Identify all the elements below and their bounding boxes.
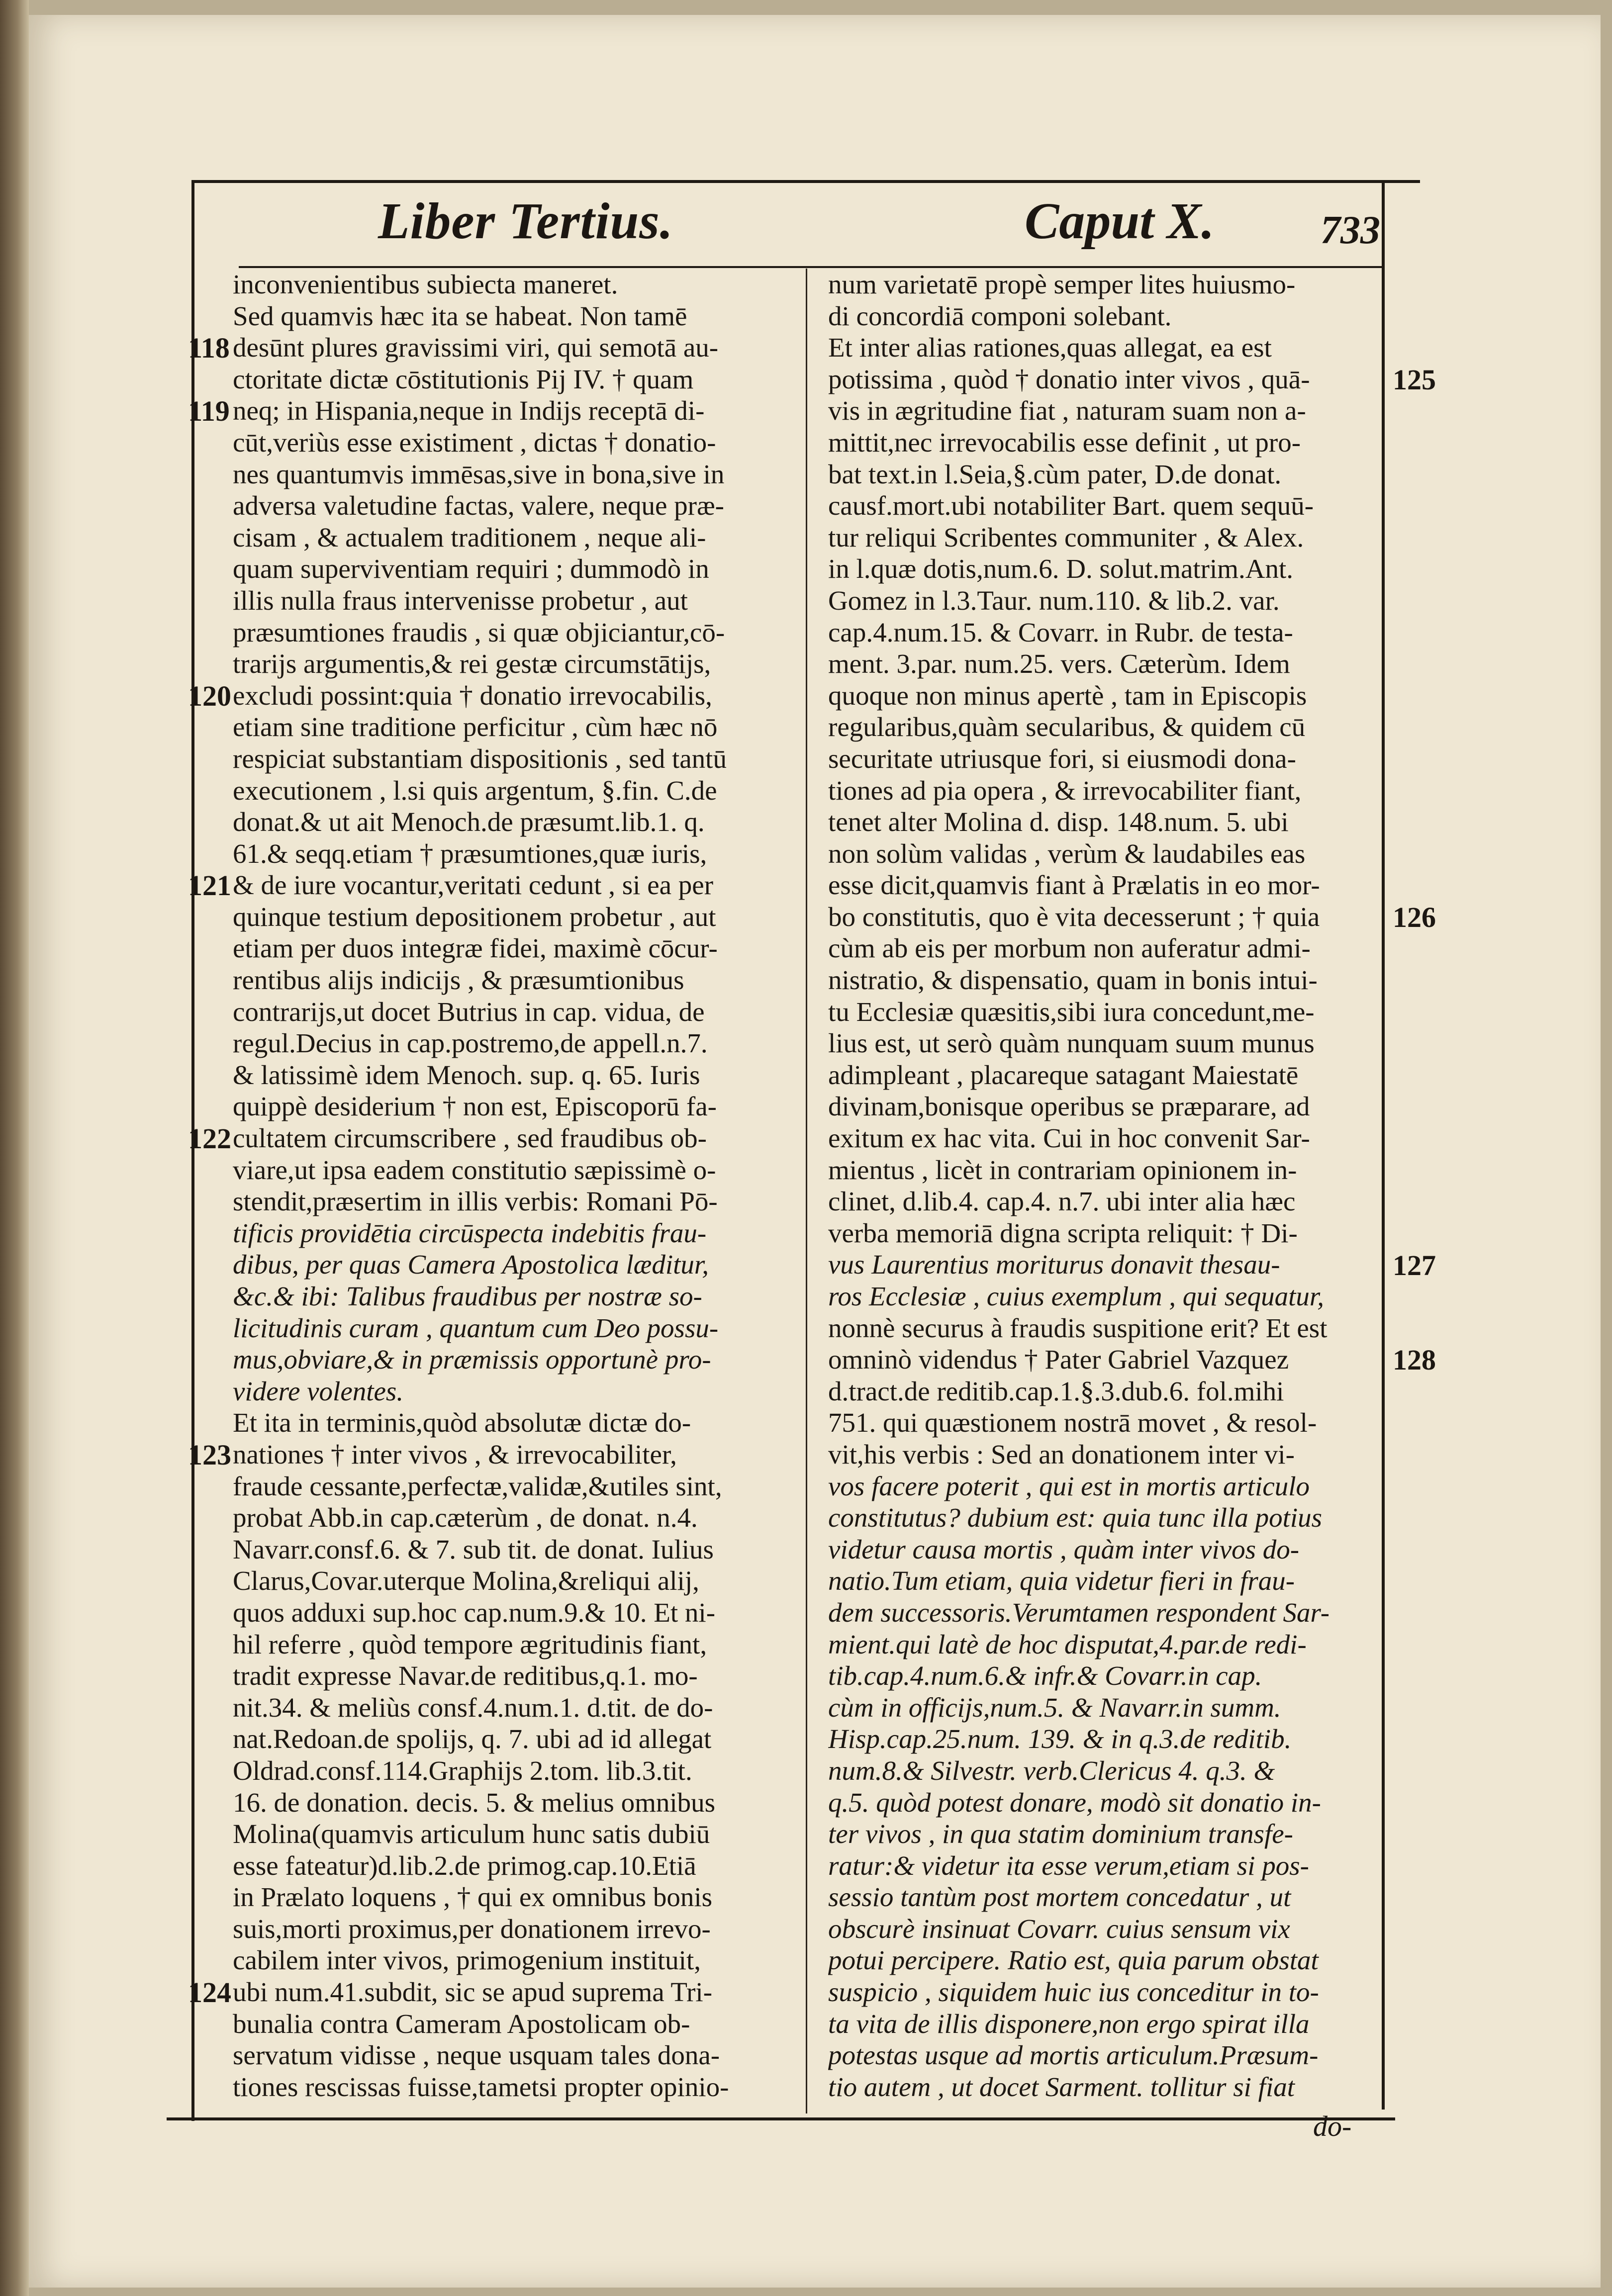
text-line: mittit,nec irrevocabilis esse definit , ut pro- <box>828 427 1301 458</box>
text-line: cùm in officijs,num.5. & Navarr.in summ. <box>828 1692 1281 1723</box>
text-line: donat.& ut ait Menoch.de præsumt.lib.1. q. <box>233 807 705 837</box>
text-line: tiones ad pia opera , & irrevocabiliter fiant, <box>828 775 1302 806</box>
text-line: Gomez in l.3.Taur. num.110. & lib.2. var. <box>828 585 1280 616</box>
text-line: vos facere poterit , qui est in mortis articulo <box>828 1470 1310 1501</box>
text-line: cultatem circumscribere , sed fraudibus ob- <box>233 1123 707 1154</box>
text-line: dem successoris.Verumtamen respondent Sar- <box>828 1597 1330 1628</box>
text-line: Oldrad.consf.114.Graphijs 2.tom. lib.3.tit. <box>233 1755 692 1786</box>
text-line: cūt,veriùs esse existiment , dictas † donatio- <box>233 427 716 458</box>
text-line: neq; in Hispania,neque in Indijs receptā di- <box>233 395 705 426</box>
text-line: etiam sine traditione perficitur , cùm hæc nō <box>233 712 718 742</box>
text-line: hil referre , quòd tempore ægritudinis fiant, <box>233 1629 707 1659</box>
text-line: contrarijs,ut docet Butrius in cap. vidua, de <box>233 996 705 1027</box>
text-line: regul.Decius in cap.postremo,de appell.n.7. <box>233 1028 708 1059</box>
text-line: cisam , & actualem traditionem , neque ali- <box>233 522 706 552</box>
left-text-column <box>233 269 797 2103</box>
text-line: trarijs argumentis,& rei gestæ circumstātijs, <box>233 648 711 679</box>
text-line: excludi possint:quia † donatio irrevocabilis, <box>233 680 712 711</box>
text-line: quam superviventiam requiri ; dummodò in <box>233 553 709 584</box>
margin-number: 119 <box>188 395 230 428</box>
text-line: adversa valetudine factas, valere, neque præ- <box>233 490 724 521</box>
text-line: ment. 3.par. num.25. vers. Cæterùm. Idem <box>828 648 1290 679</box>
column-divider <box>806 269 807 2113</box>
text-line: Et inter alias rationes,quas allegat, ea est <box>828 332 1272 363</box>
text-line: nat.Redoan.de spolijs, q. 7. ubi ad id allegat <box>233 1724 712 1754</box>
text-line: mus,obviare,& in præmissis opportunè pro- <box>233 1344 711 1375</box>
text-line: potui percipere. Ratio est, quia parum obstat <box>828 1945 1319 1976</box>
text-line: tiones rescissas fuisse,tametsi propter opinio- <box>233 2071 729 2102</box>
text-line: probat Abb.in cap.cæterùm , de donat. n.4. <box>233 1502 698 1533</box>
text-line: regularibus,quàm secularibus, & quidem cū <box>828 712 1306 742</box>
text-line: esse dicit,quamvis fiant à Prælatis in eo mor- <box>828 870 1320 901</box>
text-line: cap.4.num.15. & Covarr. in Rubr. de testa- <box>828 617 1293 647</box>
text-line: 751. qui quæstionem nostrā movet , & resol- <box>828 1407 1317 1438</box>
text-line: dibus, per quas Camera Apostolica læditur, <box>233 1249 709 1280</box>
text-line: suis,morti proximus,per donationem irrevo- <box>233 1913 711 1944</box>
text-line: tio autem , ut docet Sarment. tollitur si fiat <box>828 2071 1295 2102</box>
text-line: q.5. quòd potest donare, modò sit donatio in- <box>828 1787 1321 1818</box>
text-line: stendit,præsertim in illis verbis: Romani Pō- <box>233 1186 718 1217</box>
text-line: respiciat substantiam dispositionis , sed tantū <box>233 743 727 774</box>
margin-number: 121 <box>188 869 231 902</box>
text-line: rentibus alijs indicijs , & præsumtionibus <box>233 965 684 996</box>
frame-top-rule <box>191 180 1420 183</box>
text-line: inconvenientibus subiecta maneret. <box>233 269 618 299</box>
text-line: sessio tantùm post mortem concedatur , ut <box>828 1882 1291 1913</box>
text-line: tradit expresse Navar.de reditibus,q.1. mo- <box>233 1660 698 1691</box>
text-line: cabilem inter vivos, primogenium instituit, <box>233 1945 701 1976</box>
text-line: num varietatē propè semper lites huiusmo- <box>828 269 1296 299</box>
text-line: 61.& seqq.etiam † præsumtiones,quæ iuris, <box>233 838 707 869</box>
running-head-chapter: Caput X. <box>1025 192 1215 250</box>
text-line: vit,his verbis : Sed an donationem inter vi- <box>828 1439 1295 1469</box>
text-line: adimpleant , placareque satagant Maiestatē <box>828 1059 1299 1090</box>
text-line: & de iure vocantur,veritati cedunt , si ea per <box>233 870 714 901</box>
text-line: tur reliqui Scribentes communiter , & Alex. <box>828 522 1304 552</box>
running-head-book: Liber Tertius. <box>378 192 673 250</box>
margin-number: 123 <box>188 1439 231 1471</box>
text-line: in Prælato loquens , † qui ex omnibus bonis <box>233 1882 713 1913</box>
text-line: d.tract.de reditib.cap.1.§.3.dub.6. fol.mihi <box>828 1376 1284 1406</box>
text-line: ter vivos , in qua statim dominium transfe- <box>828 1819 1293 1849</box>
text-line: fraude cessante,perfectæ,validæ,&utiles sint, <box>233 1470 722 1501</box>
catchword: do- <box>1313 2110 1352 2142</box>
text-line: tu Ecclesiæ quæsitis,sibi iura concedunt,me- <box>828 996 1315 1027</box>
text-line: ratur:& videtur ita esse verum,etiam si pos- <box>828 1850 1309 1881</box>
text-line: nistratio, & dispensatio, quam in bonis intui- <box>828 965 1318 996</box>
text-line: nationes † inter vivos , & irrevocabiliter, <box>233 1439 677 1469</box>
text-line: bunalia contra Cameram Apostolicam ob- <box>233 2008 690 2039</box>
text-line: Hisp.cap.25.num. 139. & in q.3.de reditib. <box>828 1724 1292 1754</box>
text-line: cùm ab eis per morbum non auferatur admi- <box>828 933 1311 964</box>
text-line: tenet alter Molina d. disp. 148.num. 5. ubi <box>828 807 1289 837</box>
text-line: servatum vidisse , neque usquam tales dona- <box>233 2040 720 2071</box>
text-line: illis nulla fraus intervenisse probetur , aut <box>233 585 688 616</box>
text-line: licitudinis curam , quantum cum Deo possu- <box>233 1312 719 1343</box>
text-line: Molina(quamvis articulum hunc satis dubiū <box>233 1819 710 1849</box>
text-line: securitate utriusque fori, si eiusmodi dona- <box>828 743 1296 774</box>
book-spine <box>0 0 29 2296</box>
text-line: nonnè securus à fraudis suspitione erit? Et est <box>828 1312 1328 1343</box>
margin-number: 124 <box>188 1976 231 2009</box>
text-line: videre volentes. <box>233 1376 404 1406</box>
text-line: tib.cap.4.num.6.& infr.& Covarr.in cap. <box>828 1660 1262 1691</box>
text-line: natio.Tum etiam, quia videtur fieri in frau- <box>828 1565 1295 1596</box>
text-line: exitum ex hac vita. Cui in hoc convenit Sar- <box>828 1123 1310 1154</box>
text-line: potissima , quòd † donatio inter vivos , quā- <box>828 364 1310 394</box>
text-line: Clarus,Covar.uterque Molina,&reliqui alij, <box>233 1565 699 1596</box>
text-line: ctoritate dictæ cōstitutionis Pij IV. † quam <box>233 364 694 394</box>
text-line: causf.mort.ubi notabiliter Bart. quem sequū- <box>828 490 1314 521</box>
text-line: Navarr.consf.6. & 7. sub tit. de donat. Iulius <box>233 1534 714 1564</box>
text-line: esse fateatur)d.lib.2.de primog.cap.10.Etiā <box>233 1850 696 1881</box>
text-line: quos adduxi sup.hoc cap.num.9.& 10. Et ni- <box>233 1597 716 1628</box>
text-line: vus Laurentius moriturus donavit thesau- <box>828 1249 1280 1280</box>
text-line: suspicio , siquidem huic ius conceditur in to- <box>828 1977 1319 2008</box>
text-line: desūnt plures gravissimi viri, qui semotā au- <box>233 332 719 363</box>
text-line: Sed quamvis hæc ita se habeat. Non tamē <box>233 300 687 331</box>
text-line: præsumtiones fraudis , si quæ objiciantur,cō- <box>233 617 725 647</box>
margin-number: 128 <box>1393 1344 1436 1377</box>
margin-number: 126 <box>1393 901 1436 933</box>
text-line: ta vita de illis disponere,non ergo spirat illa <box>828 2008 1310 2039</box>
right-text-column <box>828 269 1380 2103</box>
frame-bottom-rule <box>167 2117 1395 2120</box>
text-line: di concordiā componi solebant. <box>828 300 1172 331</box>
margin-number: 118 <box>188 332 230 365</box>
text-line: bo constitutis, quo è vita decesserunt ; † quia <box>828 901 1320 932</box>
text-line: mient.qui latè de hoc disputat,4.par.de redi- <box>828 1629 1307 1659</box>
text-line: nit.34. & meliùs consf.4.num.1. d.tit. de do- <box>233 1692 713 1723</box>
text-line: viare,ut ipsa eadem constitutio sæpissimè o- <box>233 1154 716 1185</box>
margin-number: 125 <box>1393 363 1436 396</box>
text-line: tificis providētia circūspecta indebitis frau- <box>233 1217 707 1248</box>
text-line: etiam per duos integræ fidei, maximè cōcur- <box>233 933 718 964</box>
text-line: quippè desiderium † non est, Episcoporū fa- <box>233 1091 717 1122</box>
text-line: non solùm validas , verùm & laudabiles eas <box>828 838 1306 869</box>
text-line: bat text.in l.Seia,§.cùm pater, D.de donat. <box>828 459 1282 489</box>
text-line: &c.& ibi: Talibus fraudibus per nostræ so- <box>233 1281 702 1311</box>
text-line: lius est, ut serò quàm nunquam suum munus <box>828 1028 1315 1059</box>
text-line: mientus , licèt in contrariam opinionem in- <box>828 1154 1297 1185</box>
text-line: potestas usque ad mortis articulum.Præsum- <box>828 2040 1319 2071</box>
text-line: omninò videndus † Pater Gabriel Vazquez <box>828 1344 1289 1375</box>
margin-number: 127 <box>1393 1249 1436 1282</box>
header-rule <box>239 266 1383 268</box>
text-line: & latissimè idem Menoch. sup. q. 65. Iuris <box>233 1059 700 1090</box>
margin-number: 122 <box>188 1122 231 1155</box>
text-line: quinque testium depositionem probetur , aut <box>233 901 716 932</box>
text-line: clinet, d.lib.4. cap.4. n.7. ubi inter alia hæc <box>828 1186 1296 1217</box>
text-line: ubi num.41.subdit, sic se apud suprema Tri- <box>233 1977 713 2008</box>
text-line: verba memoriā digna scripta reliquit: † Di- <box>828 1217 1298 1248</box>
text-line: constitutus? dubium est: quia tunc illa potius <box>828 1502 1323 1533</box>
text-line: videtur causa mortis , quàm inter vivos do- <box>828 1534 1300 1564</box>
text-line: nes quantumvis immēsas,sive in bona,sive in <box>233 459 725 489</box>
frame-right-rule <box>1382 180 1385 2110</box>
margin-number: 120 <box>188 679 231 712</box>
text-line: executionem , l.si quis argentum, §.fin. C.de <box>233 775 717 806</box>
text-line: vis in ægritudine fiat , naturam suam non a- <box>828 395 1306 426</box>
text-line: num.8.& Silvestr. verb.Clericus 4. q.3. & <box>828 1755 1275 1786</box>
text-line: in l.quæ dotis,num.6. D. solut.matrim.Ant. <box>828 553 1294 584</box>
text-line: ros Ecclesiæ , cuius exemplum , qui sequatur, <box>828 1281 1324 1311</box>
text-line: 16. de donation. decis. 5. & melius omnibus <box>233 1787 716 1818</box>
text-line: quoque non minus apertè , tam in Episcopis <box>828 680 1307 711</box>
text-line: Et ita in terminis,quòd absolutæ dictæ do- <box>233 1407 691 1438</box>
page-number: 733 <box>1321 208 1380 252</box>
text-line: divinam,bonisque operibus se præparare, ad <box>828 1091 1310 1122</box>
text-line: obscurè insinuat Covarr. cuius sensum vix <box>828 1913 1290 1944</box>
